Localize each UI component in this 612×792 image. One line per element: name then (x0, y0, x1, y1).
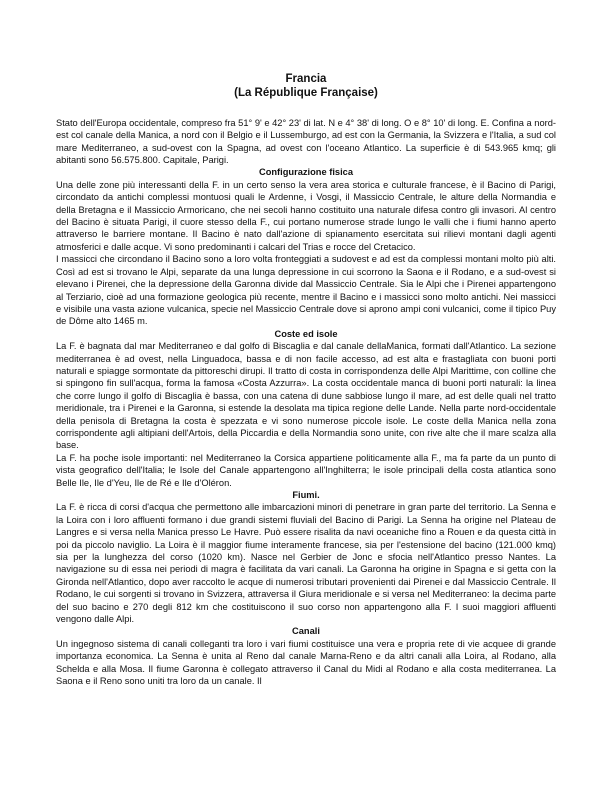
intro-paragraph: Stato dell'Europa occidentale, compreso fra 51° 9' e 42° 23' di lat. N e 4° 38' di long. O e 8° 10' di long. E. Confina a nord-est col canale della Manica, a nord con il Belgio e il Lussemburgo, ad est con la Germania, la Svizzera e l'Italia, a sud col mare Mediterraneo, a sud-ovest con la Spagna, ad ovest con l'oceano Atlantico. La superficie è di 543.965 kmq; gli abitanti sono 56.575.800. Capitale, Parigi. (56, 117, 556, 166)
document-page (56, 72, 556, 688)
paragraph-coste-1: La F. è bagnata dal mar Mediterraneo e dal golfo di Biscaglia e dal canale dellaManica, formati dall'Atlantico. La sezione mediterranea è ad ovest, nella Linguadoca, bassa e di non facile accesso, ad est alta e frastagliata con buoni porti naturali e spiagge sormontate da pittoreschi dirupi. Il tratto di costa in corrispondenza delle Alpi Marittime, con colline che si spingono fin sull'acqua, forma la famosa «Costa Azzurra». La costa occidentale manca di buoni porti naturali: la linea che corre lungo il golfo di Biscaglia è bassa, con una catena di dune sabbiose lungo il mare, ad est delle quali nel tratto meridionale, tra i Pirenei e la Garonna, si estende la desolata ma tipica regione delle Lande. Nella parte nord-occidentale della penisola di Bretagna la costa è spezzata e vi sono numerose piccole isole. Le coste della Manica nella zona corrispondente agli altipiani dell'Artois, della Piccardia e della Normandia sono unite, con rive alte che il mare scalza alla base. (56, 341, 556, 451)
section-heading-canali: Canali (292, 626, 320, 637)
document-subtitle: (La République Française) (234, 87, 378, 100)
section-heading-fiumi: Fiumi. (292, 490, 320, 500)
paragraph-fiumi-1: La F. è ricca di corsi d'acqua che permettono alle imbarcazioni minori di penetrare in gran parte del territorio. La Senna e la Loira con i loro affluenti formano i due grandi sistemi fluviali del Bacino di Parigi. La Senna ha origine nel Plateau de Langres e si versa nella Manica presso Le Havre. Può essere risalita da navi oceaniche fino a Rouen e da questa città in poi da piccolo naviglio. La Loira è il maggior fiume interamente francese, sia per l'estensione del bacino (121.000 kmq) sia per la lunghezza del corso (1020 km). Nasce nel Gerbier de Jonc e sfocia nell'Atlantico presso Nantes. La navigazione su di essa nei periodi di magra è facilitata da vari canali. La Garonna ha origine in Spagna e si getta con la Gironda nell'Atlantico, dopo aver raccolto le acque di numerosi tributari provenienti dai Pirenei e dal Massiccio Centrale. Il Rodano, le cui sorgenti si trovano in Svizzera, attraversa il Giura meridionale e si versa nel Mediterraneo: la decima parte del suo bacino e 270 degli 812 km che costituiscono il suo corso non appartengono alla F. I suoi maggiori affluenti vengono dalle Alpi. (56, 502, 556, 625)
title-spacer (56, 101, 556, 117)
section-heading-coste: Coste ed isole (274, 328, 338, 339)
paragraph-configurazione-2: I massicci che circondano il Bacino sono a loro volta fronteggiati a sudovest e ad est da complessi montani molto più alti. Così ad est si trovano le Alpi, separate da una lunga depressione in cui scorrono la Saona e il Rodano, e a sud-ovest si elevano i Pirenei, che la depressione della Garonna divide dal Massiccio Centrale. Sia le Alpi che i Pirenei appartengono al Terziario, cioè ad una formazione geologica più recente, mentre il Bacino e i massicci sono molto antichi. Nei massicci e visibile una vasta azione vulcanica, specie nel Massiccio Centrale dove si aprono ampi coni vulcanici, come il tipico Puy de Dôme alto 1465 m. (56, 254, 556, 327)
paragraph-coste-2: La F. ha poche isole importanti: nel Mediterraneo la Corsica appartiene politicamente alla F., ma fa parte da un punto di vista geografico dell'Italia; le Isole del Canale appartengono all'Inghilterra; le isole principali della costa atlantica sono Belle Ile, Ile d'Yeu, Ile de Ré e Ile d'Oléron. (56, 452, 556, 488)
section-heading-configurazione: Configurazione fisica (258, 167, 353, 178)
document-title: Francia (285, 73, 327, 85)
paragraph-canali-1: Un ingegnoso sistema di canali colleganti tra loro i vari fiumi costituisce una vera e propria rete di vie acquee di grande importanza economica. La Senna è unita al Reno dal canale Marna-Reno e da altri canali alla Loira, al Rodano, alla Schelda e alla Mosa. Il fiume Garonna è collegato attraverso il Canal du Midi al Rodano e alla costa mediterranea. La Saona e il Reno sono uniti tra loro da un canale. Il (56, 638, 556, 687)
paragraph-configurazione-1: Una delle zone più interessanti della F. in un certo senso la vera area storica e culturale francese, è il Bacino di Parigi, circondato da antichi complessi montuosi quali le Ardenne, i Vosgi, il Massiccio Centrale, le alture della Normandia e della Bretagna e il Massiccio Armoricano, che nei secoli hanno costituito una naturale difesa contro gli invasori. Al centro del Bacino è situata Parigi, il cuore stesso della F., cui portano numerose strade lungo le valli che i fiumi hanno aperto attraverso le barriere montane. Il Bacino è nato dall'azione di spianamento esercitata sui rilievi montani dagli agenti atmosferici e dalle acque. Vi sono predominanti i calcari del Trias e rocce del Cretacico. (56, 179, 556, 252)
